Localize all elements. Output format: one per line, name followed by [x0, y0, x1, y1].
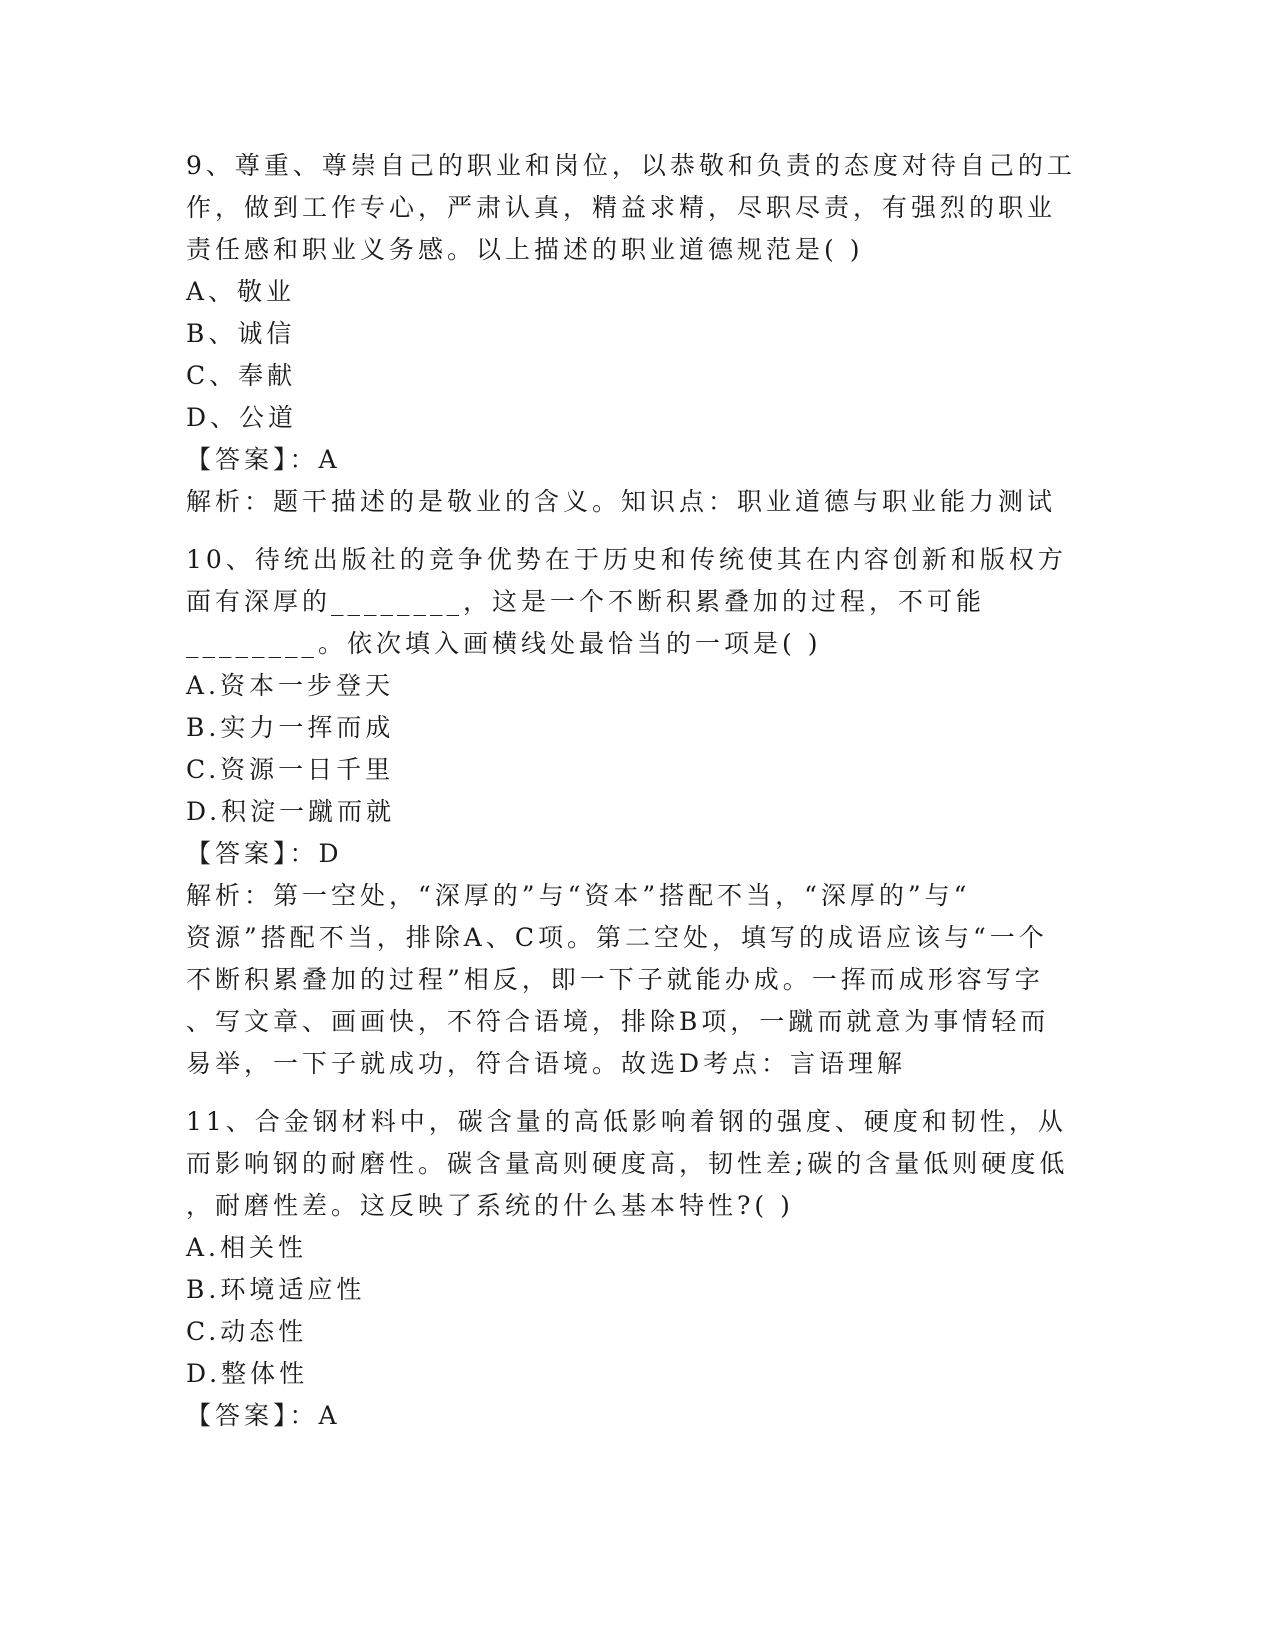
option-b: B.环境适应性 — [186, 1275, 366, 1304]
option-a: A.资本一步登天 — [186, 671, 395, 700]
question-text-line: 而影响钢的耐磨性。碳含量高则硬度高，韧性差;碳的含量低则硬度低 — [186, 1149, 1069, 1178]
answer-key: 【答案】：D — [186, 839, 343, 868]
answer-key: 【答案】：A — [186, 1401, 341, 1430]
question-text-line: ，耐磨性差。这反映了系统的什么基本特性?( ) — [186, 1191, 794, 1220]
option-b: B.实力一挥而成 — [186, 713, 395, 742]
explanation-line: 资源”搭配不当，排除A、C项。第二空处，填写的成语应该与“一个 — [186, 923, 1048, 952]
explanation-line: 解析：第一空处，“深厚的”与“资本”搭配不当，“深厚的”与“ — [186, 881, 971, 910]
question-10 — [186, 539, 1086, 1085]
question-text-line: ________。依次填入画横线处最恰当的一项是( ) — [186, 629, 822, 658]
question-text-line: 9、尊重、尊崇自己的职业和岗位，以恭敬和负责的态度对待自己的工 — [186, 151, 1076, 180]
option-c: C.动态性 — [186, 1317, 308, 1346]
question-text-line: 11、合金钢材料中，碳含量的高低影响着钢的强度、硬度和韧性，从 — [186, 1107, 1067, 1136]
question-text-line: 面有深厚的________，这是一个不断积累叠加的过程，不可能 — [186, 587, 986, 616]
question-text-line: 10、待统出版社的竞争优势在于历史和传统使其在内容创新和版权方 — [186, 545, 1067, 574]
option-c: C、奉献 — [186, 361, 297, 390]
question-spacer — [186, 523, 1086, 539]
document-page — [186, 145, 1086, 1437]
option-d: D.积淀一蹴而就 — [186, 797, 396, 826]
question-text-line: 作，做到工作专心，严肃认真，精益求精，尽职尽责，有强烈的职业 — [186, 193, 1057, 222]
explanation-line: 易举，一下子就成功，符合语境。故选D考点：言语理解 — [186, 1049, 907, 1078]
option-c: C.资源一日千里 — [186, 755, 395, 784]
option-b: B、诚信 — [186, 319, 296, 348]
option-a: A.相关性 — [186, 1233, 308, 1262]
question-11 — [186, 1101, 1086, 1437]
explanation-line: 不断积累叠加的过程”相反，即一下子就能办成。一挥而成形容写字 — [186, 965, 1044, 994]
question-9 — [186, 145, 1086, 523]
option-d: D.整体性 — [186, 1359, 309, 1388]
answer-key: 【答案】：A — [186, 445, 341, 474]
option-a: A、敬业 — [186, 277, 296, 306]
explanation-line: 解析：题干描述的是敬业的含义。知识点：职业道德与职业能力测试 — [186, 487, 1057, 516]
question-text-line: 责任感和职业义务感。以上描述的职业道德规范是( ) — [186, 235, 864, 264]
question-spacer — [186, 1085, 1086, 1101]
explanation-line: 、写文章、画画快，不符合语境，排除B项，一蹴而就意为事情轻而 — [186, 1007, 1050, 1036]
option-d: D、公道 — [186, 403, 298, 432]
